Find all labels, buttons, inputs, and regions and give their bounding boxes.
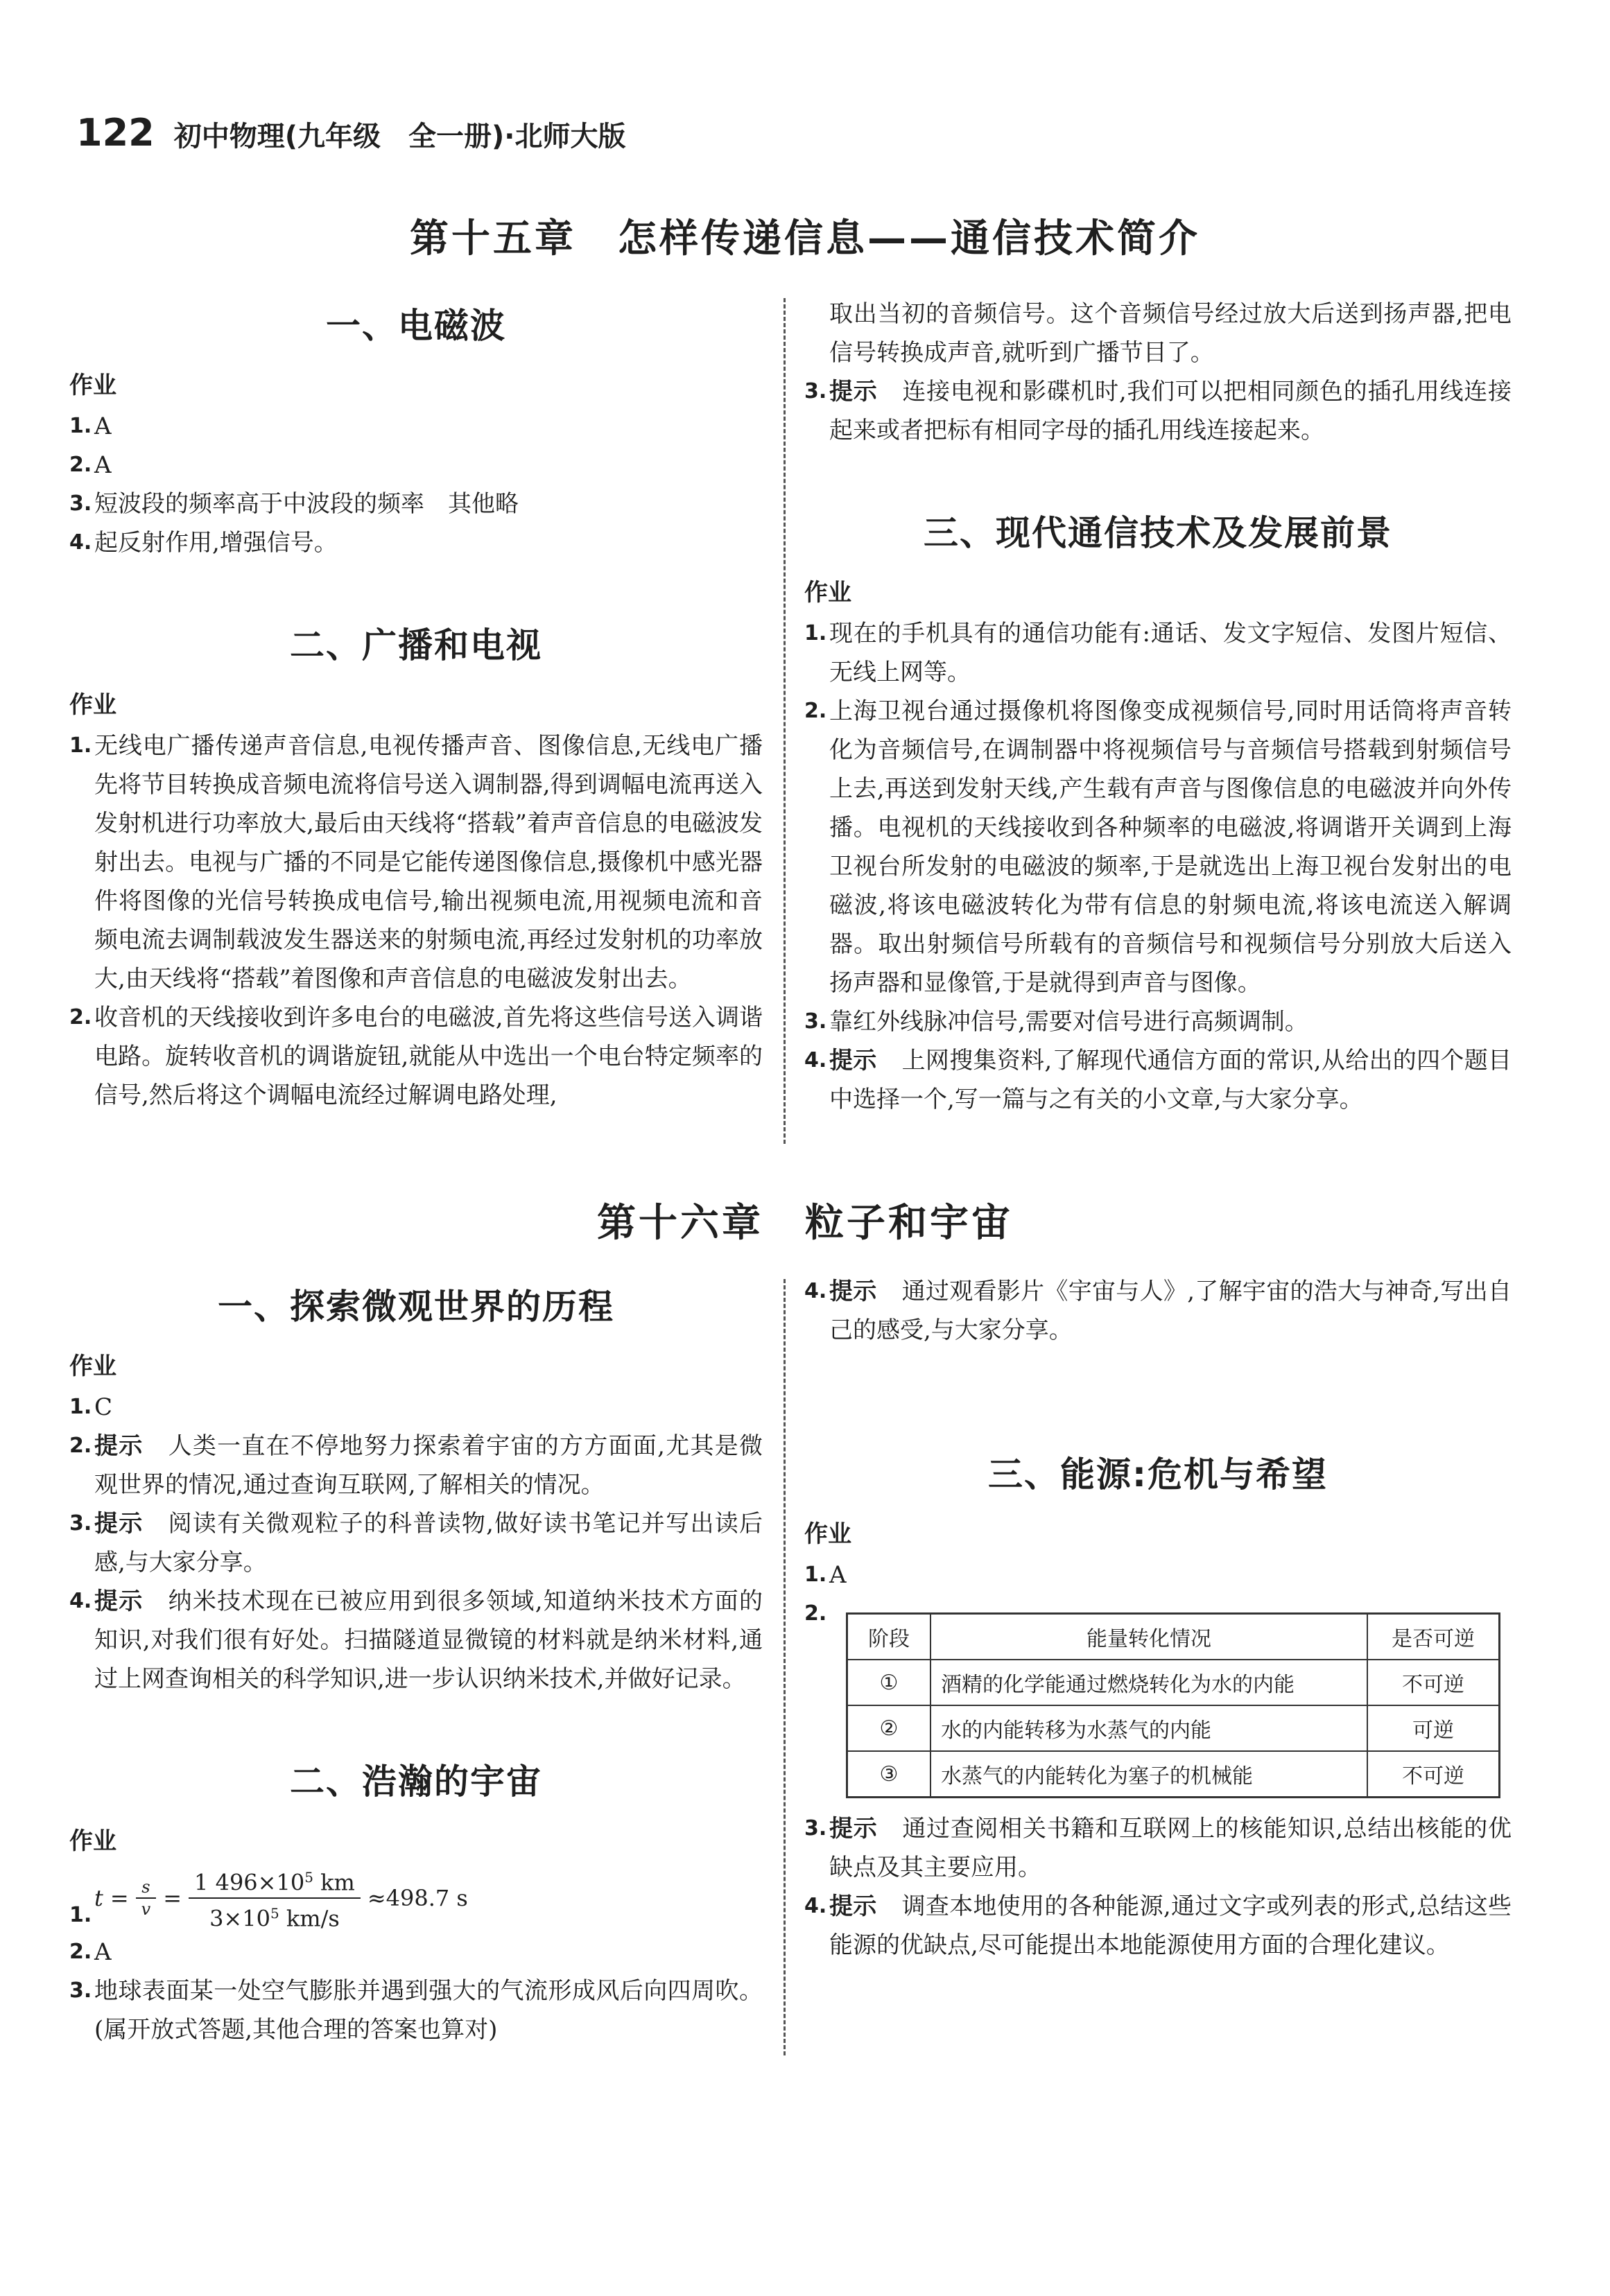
answer-item: 4. 起反射作用,增强信号。 xyxy=(69,529,338,557)
table-cell: 不可逆 xyxy=(1367,1751,1500,1798)
chapter-15-title: 第十五章 怎样传递信息——通信技术简介 xyxy=(410,216,1200,261)
table-cell: 水蒸气的内能转化为塞子的机械能 xyxy=(930,1751,1367,1798)
homework-label: 作业 xyxy=(69,372,116,399)
chapter-16-left-column xyxy=(69,1279,763,2049)
page-number: 122 xyxy=(76,111,155,155)
table-header: 是否可逆 xyxy=(1367,1614,1500,1660)
answer-item: 3. 提示 阅读有关微观粒子的科普读物,做好读书笔记并写出读后感,与大家分享。 xyxy=(69,1510,763,1576)
answer-item: 2. A xyxy=(69,1938,112,1967)
answer-item: 3. 短波段的频率高于中波段的频率 其他略 xyxy=(69,490,519,518)
answer-item: 1. C xyxy=(69,1393,113,1421)
table-cell: ③ xyxy=(847,1751,931,1798)
homework-label: 作业 xyxy=(69,1827,116,1855)
answer-item: 1. A xyxy=(69,412,112,440)
book-title: 初中物理(九年级 全一册)·北师大版 xyxy=(173,121,626,153)
page-header xyxy=(76,111,626,155)
table-cell: 可逆 xyxy=(1367,1705,1500,1751)
chapter-15-right-column xyxy=(804,295,1512,1119)
table-cell: 不可逆 xyxy=(1367,1660,1500,1705)
answer-item: 3. 提示 通过查阅相关书籍和互联网上的核能知识,总结出核能的优缺点及其主要应用。 xyxy=(804,1815,1512,1881)
column-divider xyxy=(784,298,786,1144)
column-divider xyxy=(784,1279,786,2055)
answer-item: 1. 现在的手机具有的通信功能有:通话、发文字短信、发图片短信、无线上网等。 xyxy=(804,620,1512,686)
section-title-energy: 三、能源:危机与希望 xyxy=(988,1454,1328,1495)
answer-item: 4. 提示 调查本地使用的各种能源,通过文字或列表的形式,总结这些能源的优缺点,尽可能提出本地能源使用方面的合理化建议。 xyxy=(804,1893,1512,1959)
table-cell: ① xyxy=(847,1660,931,1705)
table-cell: 水的内能转移为水蒸气的内能 xyxy=(930,1705,1367,1751)
answer-item: 3. 靠红外线脉冲信号,需要对信号进行高频调制。 xyxy=(804,1008,1308,1036)
answer-item: 3. 提示 连接电视和影碟机时,我们可以把相同颜色的插孔用线连接起来或者把标有相同字母的插孔用线连接起来。 xyxy=(804,378,1512,444)
table-row xyxy=(847,1660,1500,1705)
answer-item: 2. 提示 人类一直在不停地努力探索着宇宙的方方面面,尤其是微观世界的情况,通过查询互联网,了解相关的情况。 xyxy=(69,1432,763,1499)
answer-item: 3. 地球表面某一处空气膨胀并遇到强大的气流形成风后向四周吹。(属开放式答题,其他合理的答案也算对) xyxy=(69,1977,763,2044)
section-title-em-waves: 一、电磁波 xyxy=(326,306,506,346)
answer-item: 4. 提示 上网搜集资料,了解现代通信方面的常识,从给出的四个题目中选择一个,写一篇与之有关的小文章,与大家分享。 xyxy=(804,1047,1512,1113)
light-time-formula: t = $\frac{s}{v}$ = $\frac{1 496\times 10^5 km}{3\times 10^5 km/s}$ ≈498.7 s xyxy=(94,1863,468,1933)
answer-continuation: 取出当初的音频信号。这个音频信号经过放大后送到扬声器,把电信号转换成声音,就听到广播节目了。 xyxy=(829,300,1512,367)
answer-item: 4. 提示 通过观看影片《宇宙与人》,了解宇宙的浩大与神奇,写出自己的感受,与大家分享。 xyxy=(804,1278,1512,1344)
homework-label: 作业 xyxy=(69,1353,116,1380)
table-header: 阶段 xyxy=(847,1614,931,1660)
homework-label: 作业 xyxy=(804,579,851,607)
section-title-modern-comm: 三、现代通信技术及发展前景 xyxy=(924,513,1392,553)
answer-item: 1. 无线电广播传递声音信息,电视传播声音、图像信息,无线电广播先将节目转换成音频电流将信号送入调制器,得到调幅电流再送入发射机进行功率放大,最后由天线将“搭载”着声音信息的电磁波发射出去。电视与广播的不同是它能传递图像信息,摄像机中感光器件将图像的光信号转换成电信号,输出视频电流,用视频电流和音频电流去调制载波发生器送来的射频电流,再经过发射机的功率放大,由天线将“搭载”着图像和声音信息的电磁波发射出去。 xyxy=(69,732,763,993)
table-row xyxy=(847,1751,1500,1798)
answer-item: 2. A xyxy=(69,451,112,479)
formula-answer: 1. t = $\frac{s}{v}$ = $\frac{1 496\times 10^5 km}{3\times 10^5 km/s}$ ≈498.7 s xyxy=(69,1863,763,1933)
answer-item: 2. 收音机的天线接收到许多电台的电磁波,首先将这些信号送入调谐电路。旋转收音机的调谐旋钮,就能从中选出一个电台特定频率的信号,然后将这个调幅电流经过解调电路处理, xyxy=(69,1004,763,1109)
table-row xyxy=(847,1705,1500,1751)
answer-item: 2. 上海卫视台通过摄像机将图像变成视频信号,同时用话筒将声音转化为音频信号,在调制器中将视频信号与音频信号搭载到射频信号上去,再送到发射天线,产生载有声音与图像信息的电磁波并向外传播。电视机的天线接收到各种频率的电磁波,将调谐开关调到上海卫视台所发射的电磁波的频率,于是就选出上海卫视台发射出的电磁波,将该电磁波转化为带有信息的射频电流,将该电流送入解调器。取出射频信号所载有的音频信号和视频信号分别放大后送入扬声器和显像管,于是就得到声音与图像。 xyxy=(804,697,1512,997)
homework-label: 作业 xyxy=(804,1520,851,1548)
table-cell: ② xyxy=(847,1705,931,1751)
table-header: 能量转化情况 xyxy=(930,1614,1367,1660)
table-cell: 酒精的化学能通过燃烧转化为水的内能 xyxy=(930,1660,1367,1705)
chapter-16-right-column: 4. 提示 通过观看影片《宇宙与人》,了解宇宙的浩大与神奇,写出自己的感受,与大家分享。 三、能源:危机与希望 作业 1. A 2. 阶段 能量转化情况 是否可逆 ① 酒精的化学能通过燃烧转化为水的内能 不可逆 ② 水的内能转移为水蒸气的内能 可逆 ③ 水蒸气的内能转化为塞子的机械能 不可逆 3. 提示 通过查阅相关书籍和互联网上的核能知识,总结出核能的优缺点及其主要应用。 4. 提示 调查本地使用的各种能源,通过文字或列表的形式,总结这些能源的优缺点,尽可能提出本地能源使用方面的合理化建议。 xyxy=(804,1272,1512,1965)
homework-label: 作业 xyxy=(69,691,116,719)
section-title-broadcast-tv: 二、广播和电视 xyxy=(290,625,542,666)
chapter-15-left-column xyxy=(69,298,763,1115)
energy-conversion-table xyxy=(846,1612,1500,1798)
section-title-micro-world: 一、探索微观世界的历程 xyxy=(218,1287,614,1327)
chapter-16-title: 第十六章 粒子和宇宙 xyxy=(597,1201,1013,1246)
answer-item: 4. 提示 纳米技术现在已被应用到很多领域,知道纳米技术方面的知识,对我们很有好处。扫描隧道显微镜的材料就是纳米材料,通过上网查询相关的科学知识,进一步认识纳米技术,并做好记录。 xyxy=(69,1588,763,1693)
section-title-universe: 二、浩瀚的宇宙 xyxy=(290,1762,542,1802)
answer-item: 1. A xyxy=(804,1561,847,1589)
table-header-row xyxy=(847,1614,1500,1660)
